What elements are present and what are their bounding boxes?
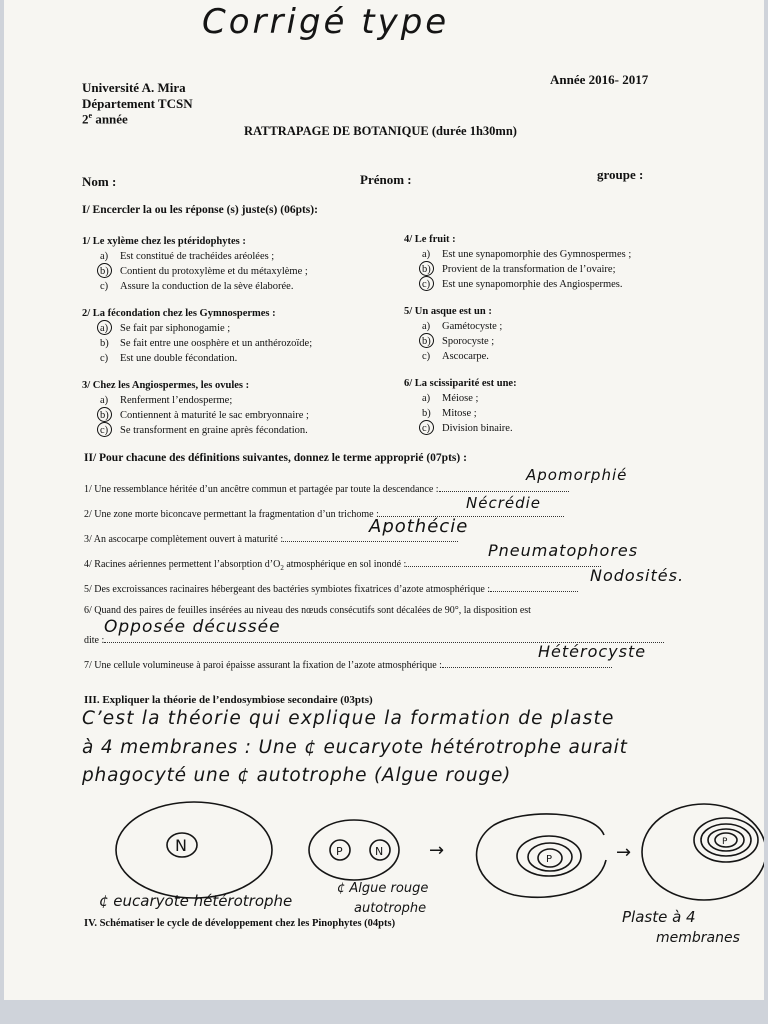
option-letter: b) xyxy=(100,408,120,423)
option-letter: b) xyxy=(100,338,109,349)
definition-text: 2/ Une zone morte biconcave permettant la fragmentation d’un trichome : xyxy=(84,509,379,520)
option-text: Ascocarpe. xyxy=(442,351,489,362)
host-cell-outline xyxy=(116,802,272,898)
option-letter: c) xyxy=(422,351,431,362)
option-circled[interactable] xyxy=(404,421,517,436)
year-level-num: 2 xyxy=(82,111,89,127)
definition-text-a: 4/ Racines aériennes permettent l’absorption d’O xyxy=(84,559,281,570)
option[interactable] xyxy=(82,393,309,408)
option-circled[interactable] xyxy=(404,334,502,349)
option-letter: b) xyxy=(422,334,442,349)
option[interactable] xyxy=(82,279,308,294)
nom-label: Nom : xyxy=(82,174,117,189)
option[interactable] xyxy=(82,249,308,264)
answer-line xyxy=(490,581,578,592)
exam-title-text: RATTRAPAGE DE BOTANIQUE xyxy=(244,124,429,138)
definition-answer-5: Nodosités. xyxy=(590,566,685,585)
year-level-rest: année xyxy=(92,111,128,127)
option-letter: a) xyxy=(422,321,431,332)
groupe-label: groupe : xyxy=(597,167,644,182)
option-letter: a) xyxy=(422,249,431,260)
definition-text: 5/ Des excroissances racinaires hébergeant des bactéries symbiotes fixatrices d’azote atmosphérique : xyxy=(84,584,491,595)
final-plaste-label: P xyxy=(722,837,728,847)
question-1 xyxy=(82,234,308,294)
exam-duration: (durée 1h30mn) xyxy=(431,124,517,138)
alga-plaste-label: P xyxy=(336,845,343,858)
caption-alga-line1: ¢ Algue rouge xyxy=(337,881,429,896)
question-title: 2/ La fécondation chez les Gymnospermes : xyxy=(82,308,276,319)
department-name: Département TCSN xyxy=(82,96,193,111)
option[interactable] xyxy=(82,336,312,351)
option-text: Méiose ; xyxy=(442,393,479,404)
alga-nucleus-label: N xyxy=(375,845,384,858)
section2-title: II/ Pour chacune des définitions suivantes, donnez le terme approprié (07pts) : xyxy=(84,452,467,464)
option-text: Est une synapomorphie des Angiospermes. xyxy=(442,279,623,290)
question-title: 5/ Un asque est un : xyxy=(404,306,492,317)
definition-answer-7: Hétérocyste xyxy=(538,642,647,661)
option-letter: a) xyxy=(100,395,109,406)
academic-year: Année 2016- 2017 xyxy=(550,72,649,87)
option-letter: c) xyxy=(100,423,120,438)
section3-answer-line-2: à 4 membranes : Une ¢ eucaryote hétérotrophe aurait xyxy=(82,737,628,758)
option-text: Est une double fécondation. xyxy=(120,353,238,364)
handwritten-title: Corrigé type xyxy=(202,2,450,42)
option-letter: c) xyxy=(422,421,442,436)
option-circled[interactable] xyxy=(404,262,631,277)
prenom-label: Prénom : xyxy=(360,172,412,187)
arrow-1: → xyxy=(429,840,445,861)
option-letter: c) xyxy=(422,277,442,292)
option-text: Se fait par siphonogamie ; xyxy=(120,323,231,334)
option-letter: c) xyxy=(100,281,109,292)
section3-title: III. Expliquer la théorie de l’endosymbiose secondaire (03pts) xyxy=(84,694,373,706)
option-text: Se transforment en graine après fécondation. xyxy=(120,425,308,436)
option[interactable] xyxy=(404,406,517,421)
option-text: Est constitué de trachéides aréolées ; xyxy=(120,251,275,262)
option[interactable] xyxy=(404,319,502,334)
option-circled[interactable] xyxy=(404,277,631,292)
section3-answer-line-1: C’est la théorie qui explique la formation de plaste xyxy=(82,708,615,729)
option-text: Contient du protoxylème et du métaxylème ; xyxy=(120,266,308,277)
endosymbiosis-diagram xyxy=(4,800,764,970)
option-letter: c) xyxy=(100,353,109,364)
definition-answer-1: Apomorphié xyxy=(526,466,628,484)
question-title: 3/ Chez les Angiospermes, les ovules : xyxy=(82,380,250,391)
definition-text: 1/ Une ressemblance héritée d’un ancêtre commun et partagée par toute la descendance : xyxy=(84,484,439,495)
option[interactable] xyxy=(404,349,502,364)
option-letter: a) xyxy=(100,321,120,336)
exam-title xyxy=(244,124,517,139)
option-circled[interactable] xyxy=(82,408,309,423)
option-text: Sporocyste ; xyxy=(442,336,495,347)
definition-text: dite : xyxy=(84,635,105,646)
option-text: Mitose ; xyxy=(442,408,477,419)
option-text: Contiennent à maturité le sac embryonnaire ; xyxy=(120,410,309,421)
question-title: 6/ La scissiparité est une: xyxy=(404,378,517,389)
definition-answer-4: Pneumatophores xyxy=(488,541,639,560)
option-circled[interactable] xyxy=(82,423,309,438)
option-text: Provient de la transformation de l’ovaire; xyxy=(442,264,616,275)
definition-text-b: atmosphérique en sol inondé : xyxy=(283,559,407,570)
question-2 xyxy=(82,306,312,366)
option[interactable] xyxy=(82,351,312,366)
option-circled[interactable] xyxy=(82,264,308,279)
university-name: Université A. Mira xyxy=(82,80,186,95)
final-cell-outline xyxy=(642,804,764,900)
option-letter: b) xyxy=(100,264,120,279)
exam-sheet xyxy=(4,0,764,1000)
question-5 xyxy=(404,304,502,364)
option-text: Division binaire. xyxy=(442,423,513,434)
option-letter: b) xyxy=(422,408,431,419)
question-title: 4/ Le fruit : xyxy=(404,234,456,245)
question-6 xyxy=(404,376,517,436)
caption-alga-line2: autotrophe xyxy=(354,901,427,916)
year-level-sup: e xyxy=(88,111,93,120)
section4-title: IV. Schématiser le cycle de développement chez les Pinophytes (04pts) xyxy=(84,918,396,929)
option-text: Est une synapomorphie des Gymnospermes ; xyxy=(442,249,632,260)
option-text: Gamétocyste ; xyxy=(442,321,503,332)
option-letter: b) xyxy=(422,262,442,277)
arrow-2: → xyxy=(616,842,632,863)
option-circled[interactable] xyxy=(82,321,312,336)
section1-title: I/ Encercler la ou les réponse (s) juste(s) (06pts): xyxy=(82,204,318,216)
caption-host-cell: ¢ eucaryote hétérotrophe xyxy=(99,892,293,910)
option-text: Se fait entre une oosphère et un anthérozoïde; xyxy=(120,338,313,349)
definition-text: 3/ An ascocarpe complètement ouvert à maturité : xyxy=(84,534,284,545)
definition-answer-2: Nécrédie xyxy=(466,494,542,512)
definition-subscript: 2 xyxy=(280,564,284,572)
section3-answer-line-3: phagocyté une ¢ autotrophe (Algue rouge) xyxy=(82,765,512,786)
option-letter: a) xyxy=(422,393,431,404)
definition-6: 6/ Quand des paires de feuilles insérées au niveau des nœuds consécutifs sont décalées de 90°, la disposition est xyxy=(84,605,531,616)
definition-answer-3: Apothécie xyxy=(369,516,469,537)
question-4 xyxy=(404,232,631,292)
definition-text: 7/ Une cellule volumineuse à paroi épaisse assurant la fixation de l’azote atmosphérique : xyxy=(84,660,442,671)
nucleus-label: N xyxy=(175,836,187,855)
red-alga-outline xyxy=(309,820,399,880)
year-level xyxy=(82,111,128,127)
question-title: 1/ Le xylème chez les ptéridophytes : xyxy=(82,236,246,247)
question-3 xyxy=(82,378,309,438)
caption-plaste-line2: membranes xyxy=(656,930,740,946)
option-letter: a) xyxy=(100,251,109,262)
option[interactable] xyxy=(404,391,517,406)
definition-answer-6: Opposée décussée xyxy=(104,617,281,637)
caption-plaste-line1: Plaste à 4 xyxy=(622,908,696,926)
engulfing-cell-outline xyxy=(477,814,606,897)
engulfed-plaste-label: P xyxy=(546,854,553,865)
option-text: Renferment l’endosperme; xyxy=(120,395,233,406)
option-text: Assure la conduction de la sève élaborée. xyxy=(120,281,294,292)
option[interactable] xyxy=(404,247,631,262)
